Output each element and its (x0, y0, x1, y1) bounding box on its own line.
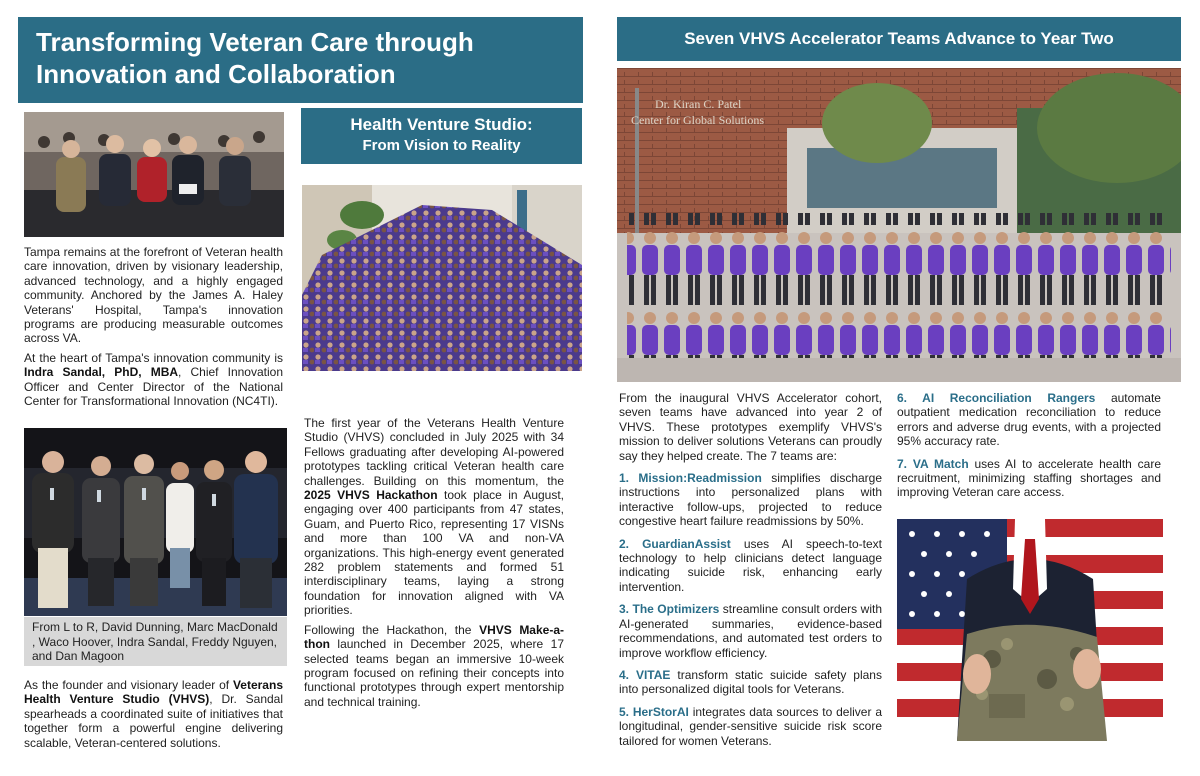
team-5 (619, 705, 882, 748)
caption-text: From L to R, David Dunning, Marc MacDonald , Waco Hoover, Indra Sandal, Freddy Nguyen, and Dan Magoon (32, 620, 278, 663)
panel-photo (24, 112, 284, 237)
intro-p2-tail: , Chief Innovation Officer and Center Director of the National Center for Transformational Innovation (NC4TI). (24, 365, 283, 409)
team-3-name: 3. The Optimizers (619, 602, 720, 617)
health-venture-studio-banner (301, 108, 582, 164)
founder-text (24, 678, 283, 755)
building-sign-line2: Center for Global Solutions (631, 113, 764, 127)
team-7-name: 7. VA Match (897, 456, 969, 471)
building-sign-line1: Dr. Kiran C. Patel (655, 97, 742, 111)
founder-paragraph (24, 678, 283, 750)
makeathon-name: VHVS Make-a-thon (304, 622, 564, 652)
team-1 (619, 471, 882, 529)
teams-intro: From the inaugural VHVS Accelerator cohort, seven teams have advanced into year 2 of VHVS. These prototypes exemplify VHVS's mission to deliver solutions Veterans can proudly say they helped create. The 7 teams are: (619, 391, 882, 463)
team-6 (897, 391, 1161, 449)
accelerator-teams-banner (617, 17, 1181, 61)
photo-caption (24, 617, 287, 666)
team-1-name: 1. Mission:Readmission (619, 471, 762, 486)
team-3-desc: streamline consult orders with AI-generated summaries, evidence-based recommendations, and automated test orders to improve workflow efficiency. (619, 602, 882, 660)
intro-paragraph-2 (24, 351, 283, 409)
team-6-desc: automate outpatient medication reconciliation to reduce errors and adverse drug events, with a projected 95% accuracy rate. (897, 391, 1161, 449)
founder-tail: , Dr. Sandal spearheads a coordinated suite of initiatives that together form a powerful engine delivering scalable, Veteran-centered solutions. (24, 692, 284, 750)
team-7-desc: uses AI to accelerate health care recruitment, minimizing staffing shortages and improving Veteran care access. (897, 456, 1161, 500)
main-title: Transforming Veteran Care through Innovation and Collaboration (36, 27, 474, 89)
founder-lead: As the founder and visionary leader of (24, 678, 233, 692)
teams-right-column (897, 391, 1161, 508)
accelerator-group-photo (617, 68, 1181, 382)
teams-left-column (619, 391, 882, 756)
team-3 (619, 602, 882, 660)
team-5-desc: integrates data sources to deliver a longitudinal, gender-sensitive suicide risk score tailored for women Veterans. (619, 704, 882, 748)
veteran-flag-photo (897, 519, 1163, 741)
team-1-desc: simplifies discharge instructions into personalized plans with interactive follow-ups, projected to reduce congestive heart failure readmissions by 50%. (619, 471, 883, 529)
team-6-name: 6. AI Reconciliation Rangers (897, 391, 1096, 405)
team-5-name: 5. HerStorAI (619, 704, 689, 719)
team-7 (897, 457, 1161, 500)
vhvs-p2-tail: launched in December 2025, where 17 selected teams began an immersive 10-week program focused on refining their concepts into functional prototypes through expert mentorship and technical training. (304, 637, 564, 709)
indra-sandal-name: Indra Sandal, PhD, MBA (24, 365, 179, 380)
team-2-name: 2. GuardianAssist (619, 536, 731, 551)
hackathon-name: 2025 VHVS Hackathon (304, 488, 438, 503)
team-4-desc: transform static suicide safety plans into personalized digital tools for Veterans. (619, 667, 882, 697)
intro-text (24, 245, 283, 413)
team-2-desc: uses AI speech-to-text technology to help clinicians detect language indicating suicide risk, enhancing early intervention. (619, 536, 882, 594)
vhvs-p1-tail: took place in August, engaging over 400 participants from 47 states, Guam, and Puerto Rico, representing 17 VISNs and more than 100 VA and non-VA organizations. This high-energy event generated 282 problem statements and formed 51 interdisciplinary teams, laying a strong foundation for innovation aligned with VA priorities. (304, 488, 565, 618)
accelerator-title: Seven VHVS Accelerator Teams Advance to Year Two (684, 29, 1114, 48)
award-group-photo (24, 428, 287, 616)
intro-p2-lead: At the heart of Tampa's innovation community is (24, 350, 283, 365)
intro-paragraph-1: Tampa remains at the forefront of Veteran health care innovation, driven by visionary leadership, advanced technology, and a highly engaged community. Anchored by the James A. Haley Veterans' Hospital, Tampa's innovation programs are producing measurable outcomes across VA. (24, 245, 283, 346)
vhvs-paragraph-2 (304, 623, 564, 709)
team-4-name: 4. VITAE (619, 667, 671, 682)
vhvs-p2-lead: Following the Hackathon, the (304, 622, 480, 637)
vhvs-p1-lead: The first year of the Veterans Health Venture Studio (VHVS) concluded in July 2025 with 34 Fellows graduating after developing AI-powered prototypes tackling critical Veteran health care challenges. Building on this momentum, the (304, 416, 564, 488)
hvs-banner-line1: Health Venture Studio: (350, 115, 533, 134)
hackathon-crowd-photo (302, 185, 582, 371)
hvs-banner-line2: From Vision to Reality (362, 137, 521, 154)
team-2 (619, 537, 882, 595)
vhvs-paragraph-1 (304, 416, 564, 618)
team-4 (619, 668, 882, 697)
main-title-banner (18, 17, 583, 103)
vhvs-story-text (304, 416, 564, 714)
vhvs-name: Veterans Health Venture Studio (VHVS) (24, 678, 283, 707)
